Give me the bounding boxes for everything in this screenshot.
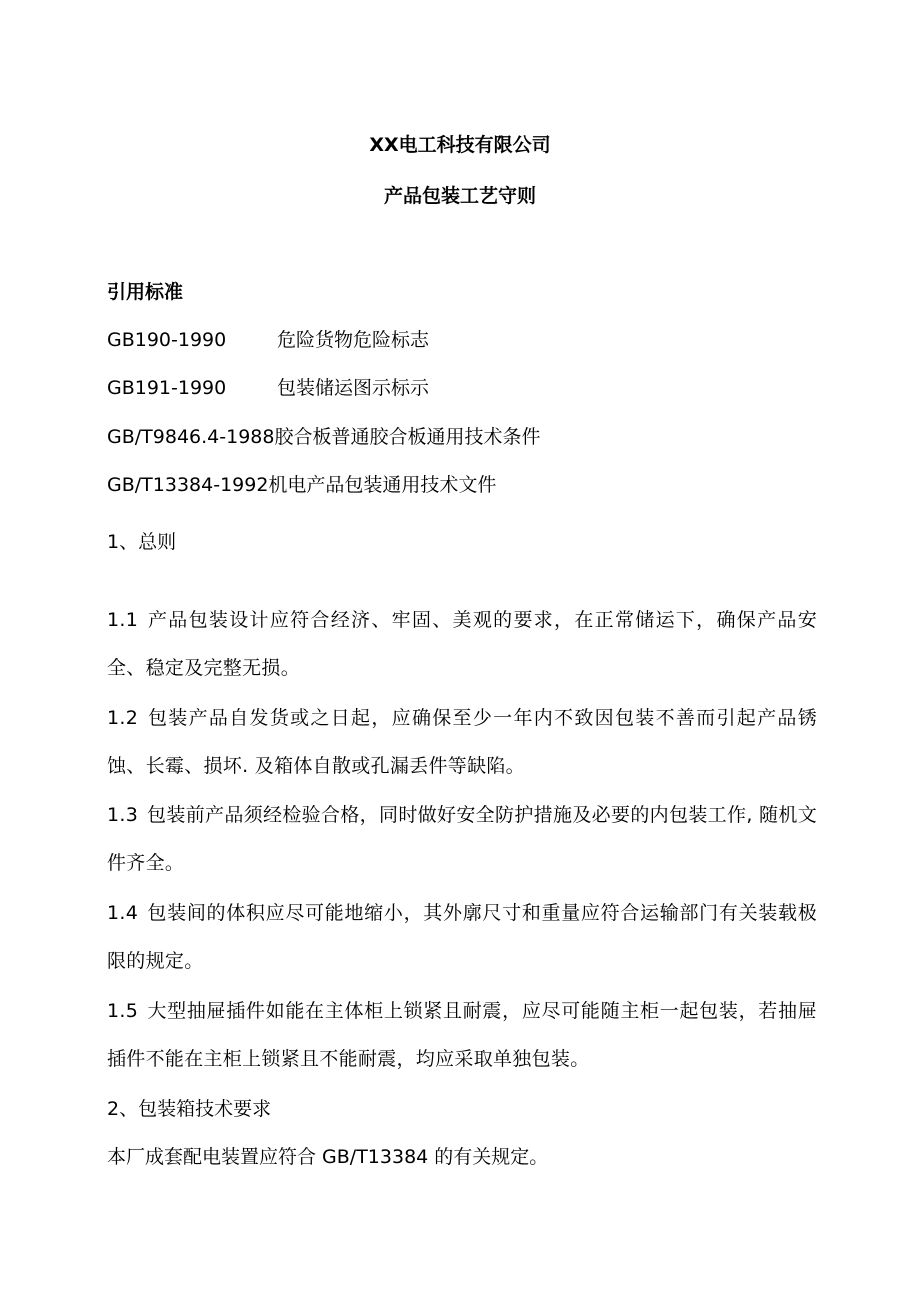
reference-item bbox=[107, 328, 429, 352]
reference-item bbox=[107, 376, 429, 400]
clause-1-1 bbox=[107, 596, 817, 692]
clause-text: 包装间的体积应尽可能地缩小，其外廓尺寸和重量应符合运输部门有关装载极限的规定。 bbox=[107, 902, 817, 972]
clause-text: 大型抽屉插件如能在主体柜上锁紧且耐震，应尽可能随主柜一起包装，若抽屉插件不能在主柜上锁紧且不能耐震，均应采取单独包装。 bbox=[107, 1000, 817, 1070]
clause-number: 1.3 bbox=[107, 804, 139, 826]
clause-text: 包装前产品须经检验合格，同时做好安全防护措施及必要的内包装工作, 随机文件齐全。 bbox=[107, 804, 817, 874]
company-name: XX电工科技有限公司 bbox=[369, 134, 551, 156]
clause-1-3 bbox=[107, 791, 817, 887]
clause-1-4 bbox=[107, 889, 817, 985]
reference-name: 危险货物危险标志 bbox=[277, 329, 430, 351]
clause-1-2 bbox=[107, 694, 817, 790]
reference-code: GB/T9846.4-1988 bbox=[107, 426, 275, 448]
reference-item bbox=[107, 473, 496, 497]
clause-number: 1.1 bbox=[107, 609, 139, 631]
reference-item bbox=[107, 425, 540, 449]
clause-1-5 bbox=[107, 987, 817, 1083]
section-1-heading: 1、总则 bbox=[107, 531, 177, 553]
reference-code: GB/T13384-1992 bbox=[107, 474, 269, 496]
section-2-heading: 2、包装箱技术要求 bbox=[107, 1098, 272, 1120]
reference-name: 包装储运图示标示 bbox=[277, 377, 430, 399]
reference-code: GB190-1990 bbox=[107, 329, 227, 351]
clause-number: 1.2 bbox=[107, 707, 139, 729]
reference-name: 胶合板普通胶合板通用技术条件 bbox=[274, 426, 541, 448]
clause-number: 1.5 bbox=[107, 1000, 139, 1022]
document-title: 产品包装工艺守则 bbox=[383, 185, 536, 207]
reference-code: GB191-1990 bbox=[107, 377, 227, 399]
clause-text: 产品包装设计应符合经济、牢固、美观的要求，在正常储运下，确保产品安全、稳定及完整无损。 bbox=[107, 609, 817, 679]
clause-number: 1.4 bbox=[107, 902, 139, 924]
section-2-text: 本厂成套配电装置应符合 GB/T13384 的有关规定。 bbox=[107, 1146, 549, 1168]
clause-text: 包装产品自发货或之日起，应确保至少一年内不致因包装不善而引起产品锈蚀、长霉、损坏. 及箱体自散或孔漏丢件等缺陷。 bbox=[107, 707, 817, 777]
references-heading: 引用标准 bbox=[107, 281, 184, 303]
reference-name: 机电产品包装通用技术文件 bbox=[268, 474, 497, 496]
